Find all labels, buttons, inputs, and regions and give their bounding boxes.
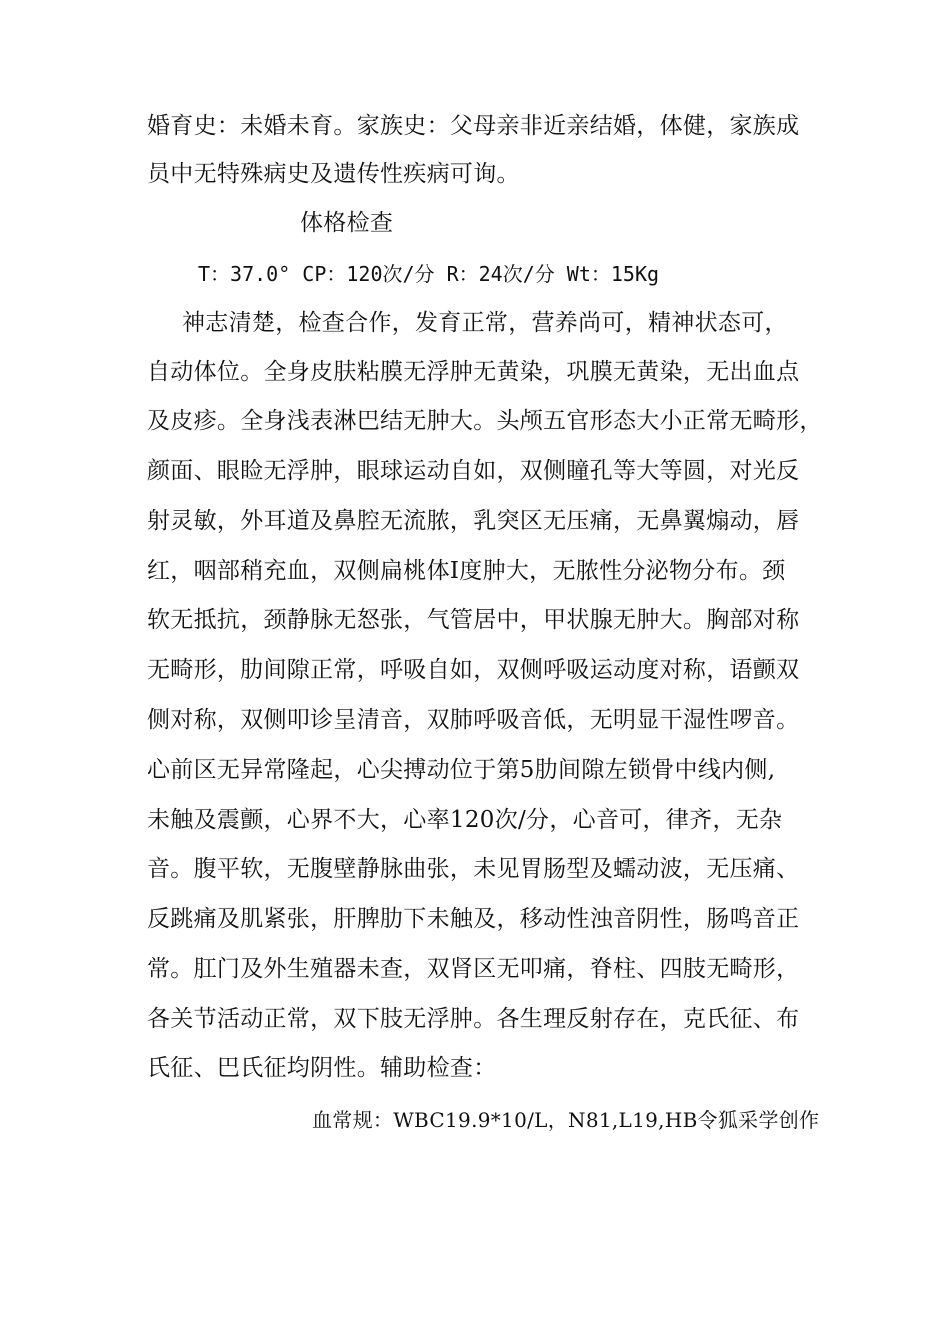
paragraph-line: 未触及震颤，心界不大，心率120次/分，心音可，律齐，无杂: [147, 807, 783, 833]
paragraph-line: 颜面、眼睑无浮肿，眼球运动自如，双侧瞳孔等大等圆，对光反: [147, 458, 800, 484]
paragraph-line: 婚育史：未婚未育。家族史：父母亲非近亲结婚，体健，家族成: [147, 113, 800, 139]
paragraph-line: 常。肛门及外生殖器未查，双肾区无叩痛，脊柱、四肢无畸形，: [147, 956, 800, 982]
paragraph-line: 音。腹平软，无腹壁静脉曲张，未见胃肠型及蠕动波，无压痛、: [147, 856, 800, 882]
paragraph-line: 各关节活动正常，双下肢无浮肿。各生理反射存在，克氏征、布: [147, 1006, 800, 1032]
paragraph-line: 射灵敏，外耳道及鼻腔无流脓，乳突区无压痛，无鼻翼煽动，唇: [147, 508, 800, 534]
vital-signs-line: T：37.0° CP：120次/分 R：24次/分 Wt：15Kg: [198, 262, 660, 286]
paragraph-line: 反跳痛及肌紧张，肝脾肋下未触及，移动性浊音阴性，肠鸣音正: [147, 906, 800, 932]
paragraph-line: 无畸形，肋间隙正常，呼吸自如，双侧呼吸运动度对称，语颤双: [147, 657, 800, 683]
section-heading: 体格检查: [300, 210, 394, 236]
paragraph-line: 氏征、巴氏征均阴性。辅助检查：: [147, 1055, 497, 1081]
paragraph-line: 软无抵抗，颈静脉无怒张，气管居中，甲状腺无肿大。胸部对称: [147, 607, 800, 633]
paragraph-line: 红，咽部稍充血，双侧扁桃体Ⅰ度肿大，无脓性分泌物分布。颈: [147, 558, 786, 584]
paragraph-line: 神志清楚，检查合作，发育正常，营养尚可，精神状态可，: [182, 310, 788, 336]
lab-result-line: 血常规：WBC19.9*10/L，N81,L19,HB令狐采学创作: [312, 1108, 820, 1132]
paragraph-line: 侧对称，双侧叩诊呈清音，双肺呼吸音低，无明显干湿性啰音。: [147, 707, 800, 733]
paragraph-line: 员中无特殊病史及遗传性疾病可询。: [147, 161, 520, 187]
paragraph-line: 及皮疹。全身浅表淋巴结无肿大。头颅五官形态大小正常无畸形，: [147, 408, 823, 434]
paragraph-line: 心前区无异常隆起，心尖搏动位于第5肋间隙左锁骨中线内侧,: [147, 757, 776, 783]
paragraph-line: 自动体位。全身皮肤粘膜无浮肿无黄染，巩膜无黄染，无出血点: [147, 359, 800, 385]
